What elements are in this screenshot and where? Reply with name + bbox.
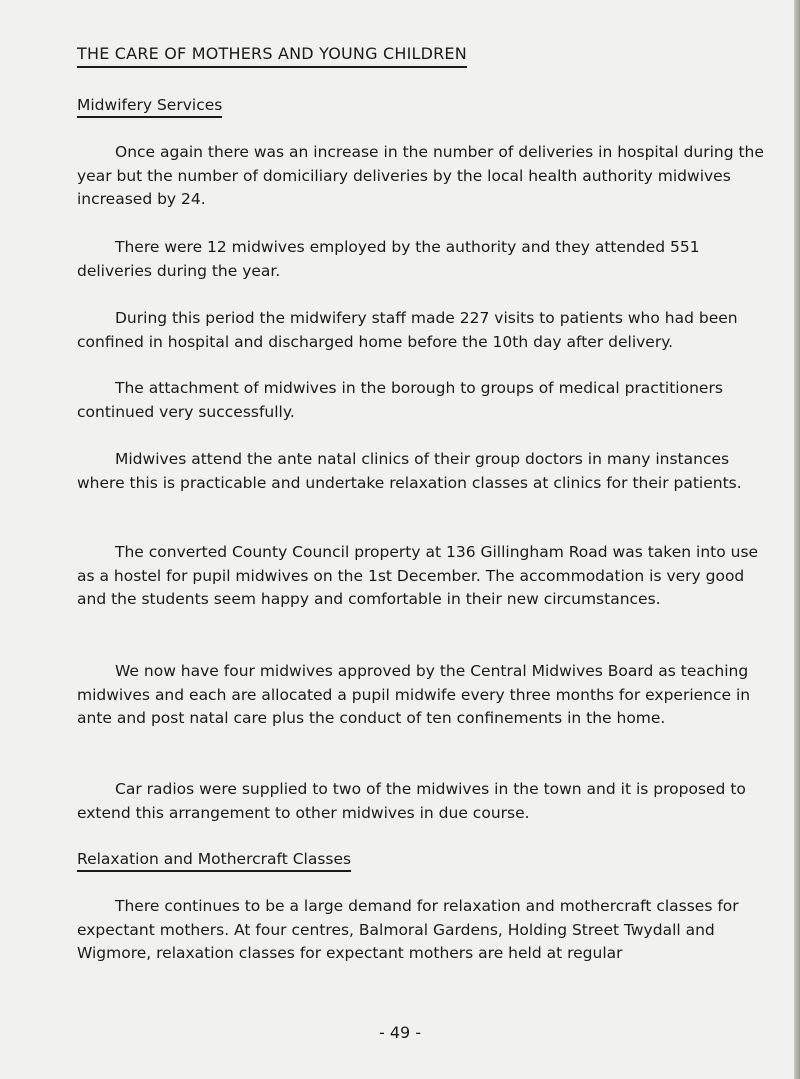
paragraph: There continues to be a large demand for relaxation and mothercraft classes for expectant mothers. At four centres, Balmoral Gardens, Holding Street Twydall and Wigmore, relaxation classes for expectant mothers are held at regular (77, 897, 739, 962)
section-heading-midwifery: Midwifery Services (77, 95, 222, 118)
page-number: - 49 - (378, 1023, 422, 1042)
paragraph: During this period the midwifery staff made 227 visits to patients who had been confined in hospital and discharged home before the 10th day after delivery. (77, 309, 738, 351)
paragraph: We now have four midwives approved by the Central Midwives Board as teaching midwives and each are allocated a pupil midwife every three months for experience in ante and post natal care plus the conduct of ten confinements in the home. (77, 662, 751, 727)
paragraph: Midwives attend the ante natal clinics of their group doctors in many instances where this is practicable and undertake relaxation classes at clinics for their patients. (77, 450, 742, 492)
section-heading-relaxation: Relaxation and Mothercraft Classes (77, 849, 351, 872)
paragraph: The attachment of midwives in the borough to groups of medical practitioners continued very successfully. (77, 379, 723, 421)
page-edge-shadow (794, 0, 800, 1079)
paragraph: Once again there was an increase in the number of deliveries in hospital during the year but the number of domiciliary deliveries by the local health authority midwives increased by 24. (77, 143, 764, 208)
page-title: THE CARE OF MOTHERS AND YOUNG CHILDREN (77, 44, 467, 68)
paragraph: There were 12 midwives employed by the authority and they attended 551 deliveries during the year. (77, 238, 700, 280)
paragraph: The converted County Council property at 136 Gillingham Road was taken into use as a hostel for pupil midwives on the 1st December. The accommodation is very good and the students seem happy and comfortable in their new circumstances. (77, 543, 759, 608)
paragraph: Car radios were supplied to two of the midwives in the town and it is proposed to extend this arrangement to other midwives in due course. (77, 780, 746, 822)
